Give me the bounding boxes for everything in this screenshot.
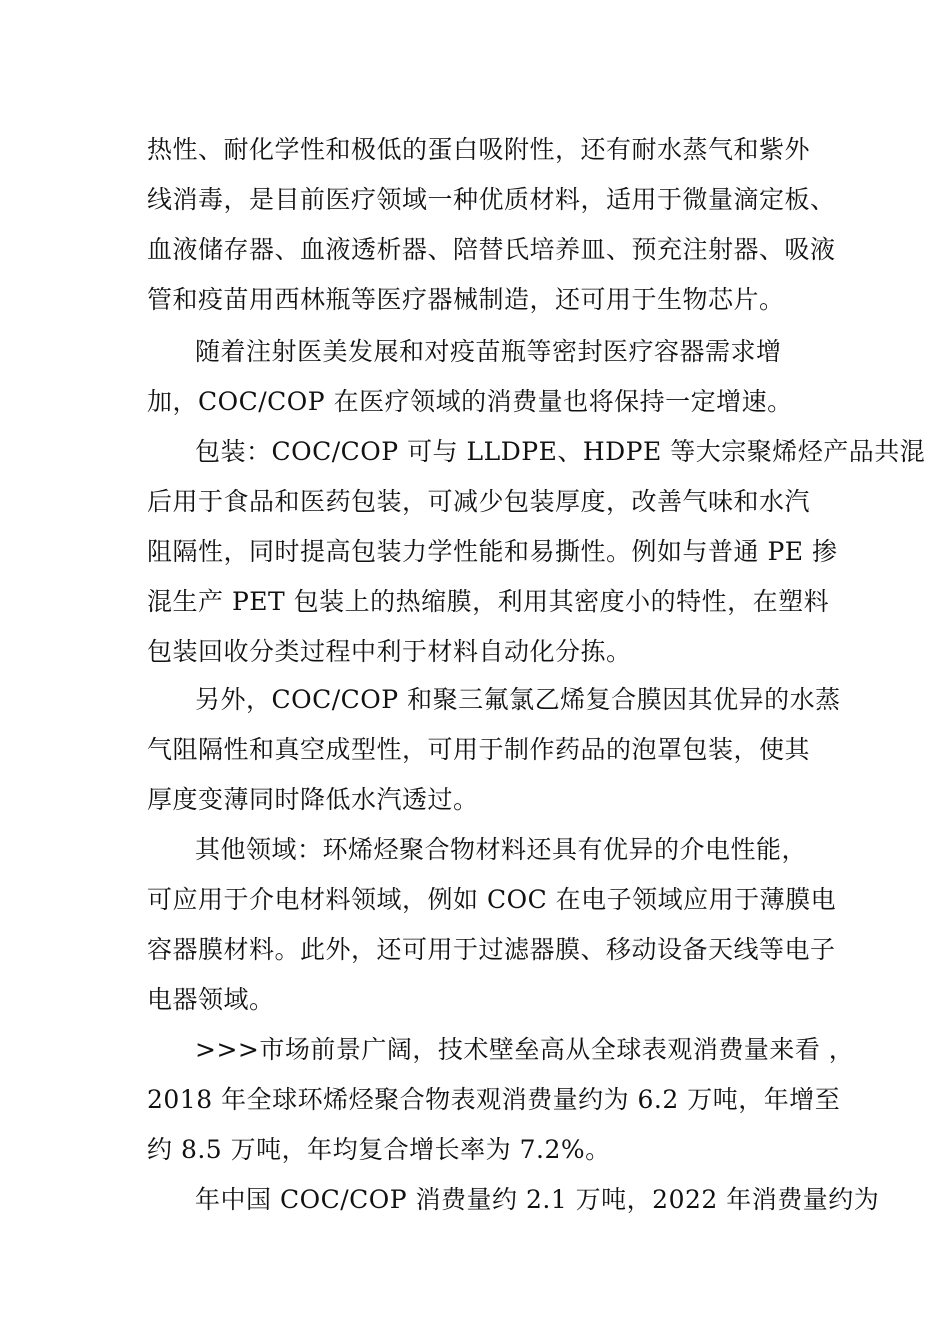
- text-line: 包装回收分类过程中利于材料自动化分拣。: [147, 637, 632, 666]
- text-line: 厚度变薄同时降低水汽透过。: [147, 785, 479, 814]
- text-line: 容器膜材料。此外，还可用于过滤器膜、移动设备天线等电子: [147, 935, 836, 964]
- text-line: 后用于食品和医药包装，可减少包装厚度，改善气味和水汽: [147, 487, 811, 516]
- text-line: 混生产 PET 包装上的热缩膜，利用其密度小的特性，在塑料: [147, 587, 830, 616]
- text-line: 阻隔性，同时提高包装力学性能和易撕性。例如与普通 PE 掺: [147, 537, 838, 566]
- text-line: 线消毒，是目前医疗领域一种优质材料，适用于微量滴定板、: [147, 185, 836, 214]
- text-line: 随着注射医美发展和对疫苗瓶等密封医疗容器需求增: [195, 337, 782, 366]
- text-line: 包装：COC/COP 可与 LLDPE、HDPE 等大宗聚烯烃产品共混: [195, 437, 926, 466]
- text-line: 气阻隔性和真空成型性，可用于制作药品的泡罩包装，使其: [147, 735, 811, 764]
- text-line: 管和疫苗用西林瓶等医疗器械制造，还可用于生物芯片。: [147, 285, 785, 314]
- text-line: 2018 年全球环烯烃聚合物表观消费量约为 6.2 万吨，年增至: [147, 1085, 841, 1114]
- text-line: >>>市场前景广阔，技术壁垒高从全球表观消费量来看 ，: [195, 1035, 855, 1064]
- text-line: 年中国 COC/COP 消费量约 2.1 万吨，2022 年消费量约为: [195, 1185, 880, 1214]
- text-line: 血液储存器、血液透析器、陪替氏培养皿、预充注射器、吸液: [147, 235, 836, 264]
- text-line: 电器领域。: [147, 985, 275, 1014]
- text-line: 约 8.5 万吨，年均复合增长率为 7.2%。: [147, 1135, 611, 1164]
- text-line: 热性、耐化学性和极低的蛋白吸附性，还有耐水蒸气和紫外: [147, 135, 811, 164]
- text-line: 可应用于介电材料领域，例如 COC 在电子领域应用于薄膜电: [147, 885, 837, 914]
- text-line: 加，COC/COP 在医疗领域的消费量也将保持一定增速。: [147, 387, 793, 416]
- text-line: 另外，COC/COP 和聚三氟氯乙烯复合膜因其优异的水蒸: [195, 685, 841, 714]
- text-line: 其他领域：环烯烃聚合物材料还具有优异的介电性能，: [195, 835, 808, 864]
